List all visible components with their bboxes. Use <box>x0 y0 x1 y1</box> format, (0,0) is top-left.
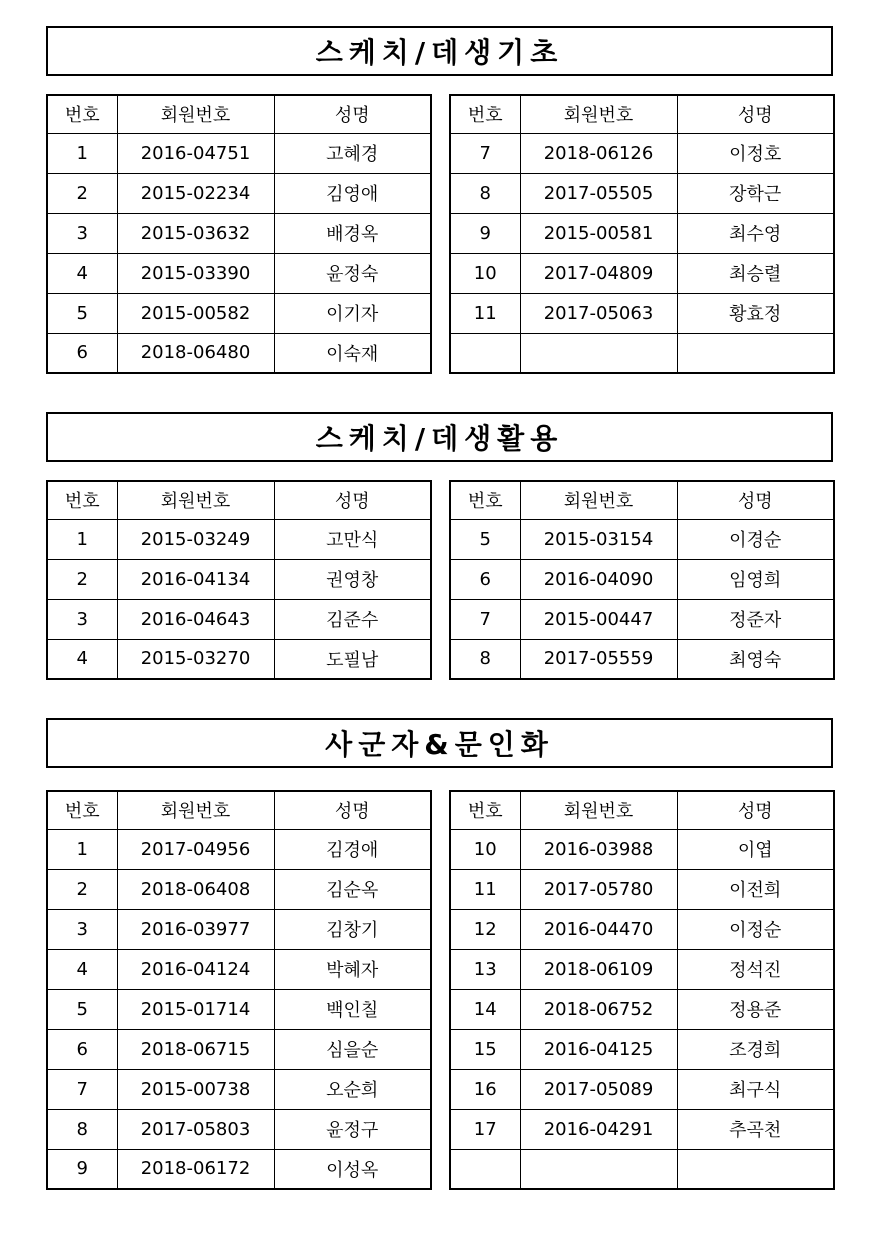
cell-member-id: 2017-05803 <box>117 1109 274 1149</box>
cell-no: 11 <box>450 293 520 333</box>
cell-name: 최수영 <box>677 213 834 253</box>
cell-name: 정준자 <box>677 599 834 639</box>
header-name: 성명 <box>677 481 834 519</box>
cell-member-id: 2016-04090 <box>520 559 677 599</box>
cell-member-id: 2016-04470 <box>520 909 677 949</box>
cell-no: 9 <box>47 1149 117 1189</box>
cell-no: 15 <box>450 1029 520 1069</box>
cell-member-id: 2018-06715 <box>117 1029 274 1069</box>
cell-member-id: 2016-04124 <box>117 949 274 989</box>
header-row <box>47 481 431 519</box>
cell-member-id: 2015-00582 <box>117 293 274 333</box>
header-no: 번호 <box>47 791 117 829</box>
cell-member-id: 2018-06126 <box>520 133 677 173</box>
header-name: 성명 <box>274 791 431 829</box>
cell-no: 8 <box>450 639 520 679</box>
cell-name: 오순희 <box>274 1069 431 1109</box>
cell-no: 12 <box>450 909 520 949</box>
cell-member-id: 2017-04956 <box>117 829 274 869</box>
cell-no: 2 <box>47 559 117 599</box>
cell-name: 도필남 <box>274 639 431 679</box>
table-row <box>47 253 431 293</box>
cell-no: 8 <box>450 173 520 213</box>
table-row <box>47 909 431 949</box>
cell-no: 2 <box>47 173 117 213</box>
cell-name: 박혜자 <box>274 949 431 989</box>
section-title: 스케치/데생활용 <box>46 412 833 462</box>
cell-member-id: 2015-00447 <box>520 599 677 639</box>
cell-name: 윤정구 <box>274 1109 431 1149</box>
header-member-id: 회원번호 <box>117 791 274 829</box>
cell-no: 1 <box>47 133 117 173</box>
cell-member-id: 2017-05063 <box>520 293 677 333</box>
cell-name: 최구식 <box>677 1069 834 1109</box>
table-row <box>47 829 431 869</box>
table-row <box>450 869 834 909</box>
cell-no: 1 <box>47 519 117 559</box>
cell-no: 3 <box>47 599 117 639</box>
table-row <box>47 989 431 1029</box>
roster-table-left <box>46 790 432 1190</box>
table-row <box>450 989 834 1029</box>
table-row <box>450 1109 834 1149</box>
cell-member-id <box>520 1149 677 1189</box>
table-row <box>450 213 834 253</box>
header-row <box>450 791 834 829</box>
table-row <box>47 869 431 909</box>
cell-name: 이정호 <box>677 133 834 173</box>
table-row <box>47 1149 431 1189</box>
table-row <box>450 559 834 599</box>
roster-table-right <box>449 480 835 680</box>
cell-member-id <box>520 333 677 373</box>
table-row <box>47 1069 431 1109</box>
roster-table-left <box>46 94 432 374</box>
cell-member-id: 2018-06480 <box>117 333 274 373</box>
table-row <box>450 1069 834 1109</box>
header-name: 성명 <box>677 791 834 829</box>
cell-no: 7 <box>450 599 520 639</box>
table-row <box>450 253 834 293</box>
header-no: 번호 <box>450 791 520 829</box>
cell-member-id: 2016-03988 <box>520 829 677 869</box>
cell-member-id: 2016-03977 <box>117 909 274 949</box>
cell-no: 4 <box>47 253 117 293</box>
cell-member-id: 2015-03154 <box>520 519 677 559</box>
cell-name: 김창기 <box>274 909 431 949</box>
cell-no <box>450 333 520 373</box>
table-row <box>450 949 834 989</box>
cell-member-id: 2016-04134 <box>117 559 274 599</box>
table-row <box>450 909 834 949</box>
cell-no: 5 <box>47 293 117 333</box>
cell-name: 김준수 <box>274 599 431 639</box>
header-row <box>47 95 431 133</box>
cell-member-id: 2015-03632 <box>117 213 274 253</box>
table-row <box>47 293 431 333</box>
cell-name: 고혜경 <box>274 133 431 173</box>
cell-no: 6 <box>47 333 117 373</box>
cell-member-id: 2015-00738 <box>117 1069 274 1109</box>
cell-name: 최승렬 <box>677 253 834 293</box>
header-member-id: 회원번호 <box>117 481 274 519</box>
header-name: 성명 <box>677 95 834 133</box>
roster-table-left <box>46 480 432 680</box>
cell-member-id: 2018-06752 <box>520 989 677 1029</box>
table-row <box>450 293 834 333</box>
cell-name: 고만식 <box>274 519 431 559</box>
cell-no: 4 <box>47 639 117 679</box>
cell-no <box>450 1149 520 1189</box>
cell-name: 김영애 <box>274 173 431 213</box>
cell-no: 16 <box>450 1069 520 1109</box>
cell-name: 백인칠 <box>274 989 431 1029</box>
cell-name <box>677 333 834 373</box>
cell-member-id: 2017-05089 <box>520 1069 677 1109</box>
header-name: 성명 <box>274 95 431 133</box>
cell-name: 이전희 <box>677 869 834 909</box>
header-member-id: 회원번호 <box>520 791 677 829</box>
header-row <box>47 791 431 829</box>
header-no: 번호 <box>47 95 117 133</box>
table-row <box>47 133 431 173</box>
cell-member-id: 2016-04291 <box>520 1109 677 1149</box>
cell-no: 10 <box>450 253 520 293</box>
header-row <box>450 95 834 133</box>
cell-name: 추곡천 <box>677 1109 834 1149</box>
cell-no: 4 <box>47 949 117 989</box>
cell-no: 3 <box>47 909 117 949</box>
cell-member-id: 2018-06408 <box>117 869 274 909</box>
cell-no: 5 <box>47 989 117 1029</box>
cell-name: 정석진 <box>677 949 834 989</box>
table-row <box>450 333 834 373</box>
cell-name: 이성옥 <box>274 1149 431 1189</box>
cell-no: 3 <box>47 213 117 253</box>
cell-name: 황효정 <box>677 293 834 333</box>
cell-name: 김경애 <box>274 829 431 869</box>
header-row <box>450 481 834 519</box>
cell-member-id: 2018-06109 <box>520 949 677 989</box>
cell-name: 이엽 <box>677 829 834 869</box>
roster-table-right <box>449 790 835 1190</box>
table-row <box>450 173 834 213</box>
cell-member-id: 2015-03270 <box>117 639 274 679</box>
cell-member-id: 2018-06172 <box>117 1149 274 1189</box>
header-member-id: 회원번호 <box>520 95 677 133</box>
cell-no: 2 <box>47 869 117 909</box>
cell-no: 5 <box>450 519 520 559</box>
cell-name: 이정순 <box>677 909 834 949</box>
cell-member-id: 2015-03390 <box>117 253 274 293</box>
table-row <box>47 213 431 253</box>
cell-no: 14 <box>450 989 520 1029</box>
cell-name: 심을순 <box>274 1029 431 1069</box>
cell-no: 13 <box>450 949 520 989</box>
cell-member-id: 2015-02234 <box>117 173 274 213</box>
cell-member-id: 2016-04643 <box>117 599 274 639</box>
cell-no: 7 <box>47 1069 117 1109</box>
cell-name: 배경옥 <box>274 213 431 253</box>
cell-name: 최영숙 <box>677 639 834 679</box>
roster-table-right <box>449 94 835 374</box>
cell-name: 임영희 <box>677 559 834 599</box>
cell-name: 조경희 <box>677 1029 834 1069</box>
table-row <box>47 1109 431 1149</box>
cell-name: 권영창 <box>274 559 431 599</box>
table-row <box>450 639 834 679</box>
table-row <box>450 1149 834 1189</box>
cell-no: 9 <box>450 213 520 253</box>
cell-name: 이경순 <box>677 519 834 559</box>
cell-member-id: 2015-00581 <box>520 213 677 253</box>
cell-member-id: 2017-04809 <box>520 253 677 293</box>
cell-no: 6 <box>450 559 520 599</box>
cell-no: 10 <box>450 829 520 869</box>
cell-name: 김순옥 <box>274 869 431 909</box>
table-row <box>47 1029 431 1069</box>
header-no: 번호 <box>450 95 520 133</box>
section-title: 사군자&문인화 <box>46 718 833 768</box>
cell-name <box>677 1149 834 1189</box>
cell-no: 17 <box>450 1109 520 1149</box>
header-no: 번호 <box>450 481 520 519</box>
table-row <box>47 949 431 989</box>
table-row <box>450 519 834 559</box>
cell-name: 윤정숙 <box>274 253 431 293</box>
cell-name: 이숙재 <box>274 333 431 373</box>
cell-member-id: 2017-05505 <box>520 173 677 213</box>
cell-member-id: 2016-04751 <box>117 133 274 173</box>
cell-member-id: 2017-05780 <box>520 869 677 909</box>
cell-member-id: 2015-01714 <box>117 989 274 1029</box>
cell-no: 7 <box>450 133 520 173</box>
table-row <box>450 133 834 173</box>
table-row <box>47 173 431 213</box>
cell-member-id: 2017-05559 <box>520 639 677 679</box>
table-row <box>47 559 431 599</box>
cell-member-id: 2016-04125 <box>520 1029 677 1069</box>
header-no: 번호 <box>47 481 117 519</box>
table-row <box>450 1029 834 1069</box>
header-member-id: 회원번호 <box>520 481 677 519</box>
table-row <box>47 599 431 639</box>
cell-no: 11 <box>450 869 520 909</box>
cell-no: 8 <box>47 1109 117 1149</box>
table-row <box>47 639 431 679</box>
cell-name: 정용준 <box>677 989 834 1029</box>
cell-member-id: 2015-03249 <box>117 519 274 559</box>
cell-no: 1 <box>47 829 117 869</box>
table-row <box>450 599 834 639</box>
header-name: 성명 <box>274 481 431 519</box>
header-member-id: 회원번호 <box>117 95 274 133</box>
cell-name: 장학근 <box>677 173 834 213</box>
table-row <box>47 333 431 373</box>
table-row <box>47 519 431 559</box>
cell-no: 6 <box>47 1029 117 1069</box>
section-title: 스케치/데생기초 <box>46 26 833 76</box>
cell-name: 이기자 <box>274 293 431 333</box>
table-row <box>450 829 834 869</box>
